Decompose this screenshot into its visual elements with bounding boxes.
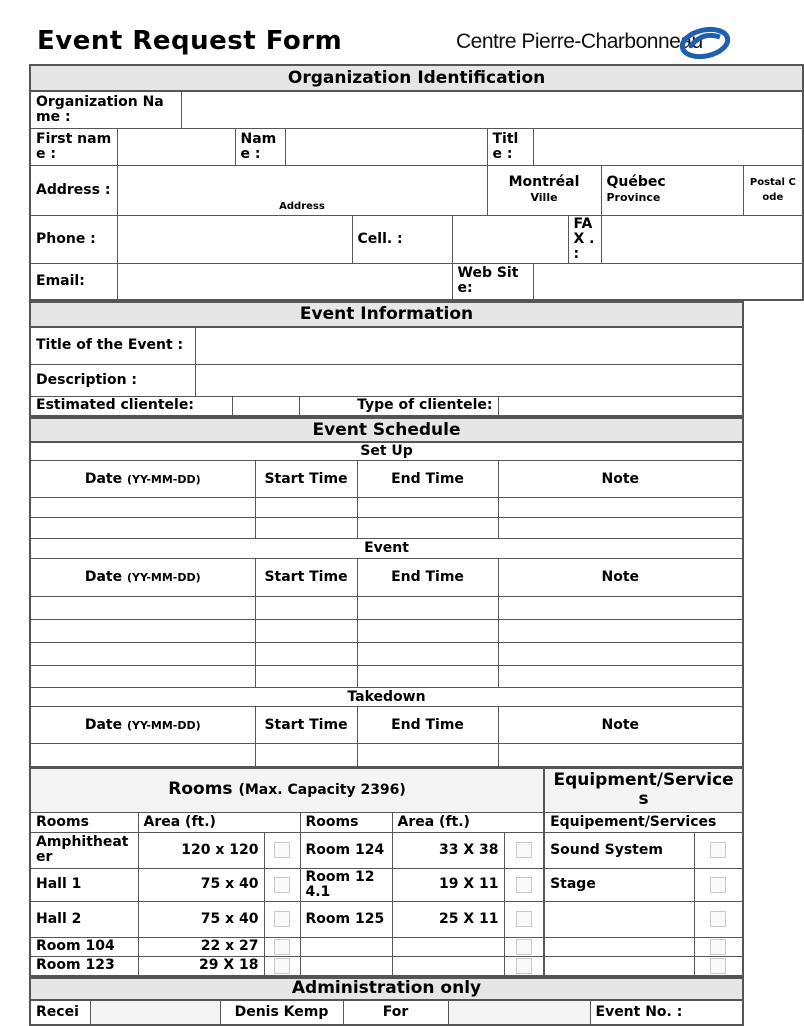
room-checkbox[interactable] — [504, 832, 544, 868]
table-row — [30, 666, 743, 688]
setup-date-cell[interactable] — [30, 518, 255, 539]
org-name-label: Organization Name : — [30, 91, 181, 128]
checkbox-icon[interactable] — [710, 842, 726, 858]
date-format: (YY-MM-DD) — [126, 718, 201, 732]
setup-date-header — [30, 461, 255, 498]
room-checkbox[interactable] — [264, 832, 300, 868]
event-note-cell[interactable] — [498, 620, 743, 643]
room-checkbox[interactable] — [504, 956, 544, 976]
room-name — [300, 937, 392, 956]
city-hint: Ville — [530, 191, 558, 204]
checkbox-icon[interactable] — [710, 958, 726, 974]
equipment-col-label: Equipement/Services — [544, 812, 743, 832]
room-name: Room 124 — [300, 832, 392, 868]
setup-start-cell[interactable] — [255, 518, 357, 539]
brand-main: Pierre-Charbonneau — [521, 30, 703, 53]
fax-field[interactable] — [601, 215, 803, 263]
room-row — [30, 901, 743, 937]
event-info-table — [29, 301, 744, 417]
room-area: 29 X 18 — [138, 956, 264, 976]
room-area: 75 x 40 — [138, 901, 264, 937]
room-name: Amphitheater — [30, 832, 138, 868]
event-note-cell[interactable] — [498, 666, 743, 688]
email-field[interactable] — [117, 263, 452, 300]
room-row — [30, 832, 743, 868]
room-area: 19 X 11 — [392, 868, 504, 901]
room-row — [30, 937, 743, 956]
event-end-cell[interactable] — [357, 597, 498, 620]
room-name: Hall 1 — [30, 868, 138, 901]
first-name-field[interactable] — [117, 128, 235, 165]
estimated-clientele-label: Estimated clientele: — [30, 396, 232, 416]
room-checkbox[interactable] — [504, 937, 544, 956]
email-label: Email: — [30, 263, 117, 300]
room-checkbox[interactable] — [264, 956, 300, 976]
website-field[interactable] — [533, 263, 803, 300]
event-date-cell[interactable] — [30, 643, 255, 666]
room-name: Room 124.1 — [300, 868, 392, 901]
event-heading: Event — [30, 539, 743, 559]
organization-table — [29, 64, 804, 301]
table-row — [30, 518, 743, 539]
rooms-heading — [30, 768, 544, 812]
title-label: Title : — [487, 128, 533, 165]
schedule-table — [29, 417, 744, 768]
org-name-field[interactable] — [181, 91, 803, 128]
form-header — [0, 0, 770, 62]
room-checkbox[interactable] — [504, 901, 544, 937]
date-format: (YY-MM-DD) — [126, 472, 201, 486]
checkbox-icon[interactable] — [710, 877, 726, 893]
equipment-name: Sound System — [544, 832, 694, 868]
address-label: Address : — [30, 165, 117, 215]
city-field[interactable] — [487, 165, 601, 215]
description-label: Description : — [30, 364, 195, 396]
section-event-schedule: Event Schedule — [30, 418, 743, 442]
takedown-end-cell[interactable] — [357, 744, 498, 767]
date-label: Date — [84, 569, 123, 585]
clientele-type-field[interactable] — [498, 396, 743, 416]
date-format: (YY-MM-DD) — [126, 571, 201, 584]
rooms-col-label-right: Rooms — [300, 812, 392, 832]
phone-field[interactable] — [117, 215, 352, 263]
rooms-table — [29, 768, 744, 977]
room-name: Room 123 — [30, 956, 138, 976]
checkbox-icon[interactable] — [710, 939, 726, 955]
room-row — [30, 956, 743, 976]
takedown-note-cell[interactable] — [498, 744, 743, 767]
room-area: 22 x 27 — [138, 937, 264, 956]
checkbox-icon[interactable] — [710, 911, 726, 927]
event-date-cell[interactable] — [30, 666, 255, 688]
takedown-date-cell[interactable] — [30, 744, 255, 767]
brand-name — [456, 30, 703, 54]
setup-end-cell[interactable] — [357, 518, 498, 539]
received-field[interactable] — [90, 1000, 220, 1025]
room-area: 120 x 120 — [138, 832, 264, 868]
setup-note-cell[interactable] — [498, 498, 743, 518]
website-label: Web Site: — [452, 263, 533, 300]
checkbox-icon[interactable] — [274, 842, 290, 858]
event-date-cell[interactable] — [30, 597, 255, 620]
event-note-header: Note — [498, 559, 743, 597]
brand-prefix: Centre — [456, 30, 522, 53]
checkbox-icon[interactable] — [274, 911, 290, 927]
checkbox-icon[interactable] — [516, 958, 532, 974]
takedown-date-header — [30, 707, 255, 744]
event-date-header — [30, 559, 255, 597]
fax-label: FAX . : — [568, 215, 601, 263]
room-area — [392, 937, 504, 956]
room-checkbox[interactable] — [264, 901, 300, 937]
form-title: Event Request Form — [37, 26, 343, 56]
rooms-col-label-left: Rooms — [30, 812, 138, 832]
takedown-note-header: Note — [498, 707, 743, 744]
checkbox-icon[interactable] — [274, 877, 290, 893]
checkbox-icon[interactable] — [516, 842, 532, 858]
event-end-header: End Time — [357, 559, 498, 597]
event-end-cell[interactable] — [357, 620, 498, 643]
rooms-capacity: (Max. Capacity 2396) — [238, 782, 406, 798]
first-name-label: First name : — [30, 128, 117, 165]
table-row — [30, 744, 743, 767]
received-by: Denis Kemp — [220, 1000, 343, 1025]
table-row — [30, 498, 743, 518]
setup-end-cell[interactable] — [357, 498, 498, 518]
event-title-label: Title of the Event : — [30, 327, 195, 364]
equipment-checkbox[interactable] — [694, 868, 743, 901]
room-area: 33 X 38 — [392, 832, 504, 868]
area-col-label-left: Area (ft.) — [138, 812, 300, 832]
section-event-information: Event Information — [30, 302, 743, 327]
event-end-cell[interactable] — [357, 643, 498, 666]
takedown-end-header: End Time — [357, 707, 498, 744]
checkbox-icon[interactable] — [516, 939, 532, 955]
checkbox-icon[interactable] — [274, 939, 290, 955]
setup-note-cell[interactable] — [498, 518, 743, 539]
equipment-checkbox[interactable] — [694, 832, 743, 868]
event-start-header: Start Time — [255, 559, 357, 597]
date-label: Date — [84, 716, 123, 733]
event-request-form — [29, 64, 796, 1026]
section-administration: Administration only — [30, 978, 743, 1000]
table-row — [30, 643, 743, 666]
name-field[interactable] — [285, 128, 487, 165]
date-label: Date — [84, 470, 123, 487]
room-name: Hall 2 — [30, 901, 138, 937]
setup-start-cell[interactable] — [255, 498, 357, 518]
section-organization: Organization Identification — [30, 65, 803, 91]
room-area: 25 X 11 — [392, 901, 504, 937]
address-field[interactable]: Address — [117, 165, 487, 215]
setup-date-cell[interactable] — [30, 498, 255, 518]
event-date-cell[interactable] — [30, 620, 255, 643]
event-start-cell[interactable] — [255, 666, 357, 688]
setup-heading: Set Up — [30, 442, 743, 461]
for-field[interactable] — [448, 1000, 590, 1025]
equipment-name — [544, 937, 694, 956]
room-area: 75 x 40 — [138, 868, 264, 901]
takedown-heading: Takedown — [30, 688, 743, 707]
room-area — [392, 956, 504, 976]
title-field[interactable] — [533, 128, 803, 165]
equipment-name: Stage — [544, 868, 694, 901]
cpc-swoosh-logo-icon — [680, 27, 730, 59]
checkbox-icon[interactable] — [516, 911, 532, 927]
clientele-type-label: Type of clientele: — [299, 396, 498, 416]
takedown-start-header: Start Time — [255, 707, 357, 744]
setup-start-header: Start Time — [255, 461, 357, 498]
rooms-title: Rooms — [168, 779, 233, 799]
table-row — [30, 620, 743, 643]
room-name: Room 125 — [300, 901, 392, 937]
event-number-label: Event No. : — [590, 1000, 743, 1025]
equipment-name — [544, 956, 694, 976]
area-col-label-right: Area (ft.) — [392, 812, 544, 832]
checkbox-icon[interactable] — [274, 958, 290, 974]
province-field[interactable] — [601, 165, 743, 215]
room-checkbox[interactable] — [504, 868, 544, 901]
takedown-start-cell[interactable] — [255, 744, 357, 767]
estimated-clientele-field[interactable] — [232, 396, 299, 416]
checkbox-icon[interactable] — [516, 877, 532, 893]
province-value: Québec — [606, 174, 666, 190]
description-field[interactable] — [195, 364, 743, 396]
postal-code-field[interactable]: Postal Code — [743, 165, 803, 215]
equipment-checkbox[interactable] — [694, 956, 743, 976]
event-start-cell[interactable] — [255, 597, 357, 620]
cell-field[interactable] — [452, 215, 568, 263]
room-checkbox[interactable] — [264, 937, 300, 956]
room-checkbox[interactable] — [264, 868, 300, 901]
equipment-checkbox[interactable] — [694, 937, 743, 956]
event-note-cell[interactable] — [498, 643, 743, 666]
event-start-cell[interactable] — [255, 620, 357, 643]
phone-label: Phone : — [30, 215, 117, 263]
event-start-cell[interactable] — [255, 643, 357, 666]
table-row — [30, 597, 743, 620]
equipment-heading: Equipment/Services — [544, 768, 743, 812]
received-label: Recei — [30, 1000, 90, 1025]
room-row — [30, 868, 743, 901]
cell-label: Cell. : — [352, 215, 452, 263]
name-label: Name : — [235, 128, 285, 165]
event-end-cell[interactable] — [357, 666, 498, 688]
province-hint: Province — [606, 191, 661, 204]
event-title-field[interactable] — [195, 327, 743, 364]
city-value: Montréal — [508, 174, 580, 190]
room-name: Room 104 — [30, 937, 138, 956]
room-name — [300, 956, 392, 976]
event-note-cell[interactable] — [498, 597, 743, 620]
admin-table — [29, 977, 744, 1026]
equipment-name — [544, 901, 694, 937]
setup-end-header: End Time — [357, 461, 498, 498]
equipment-checkbox[interactable] — [694, 901, 743, 937]
for-label: For — [343, 1000, 448, 1025]
setup-note-header: Note — [498, 461, 743, 498]
